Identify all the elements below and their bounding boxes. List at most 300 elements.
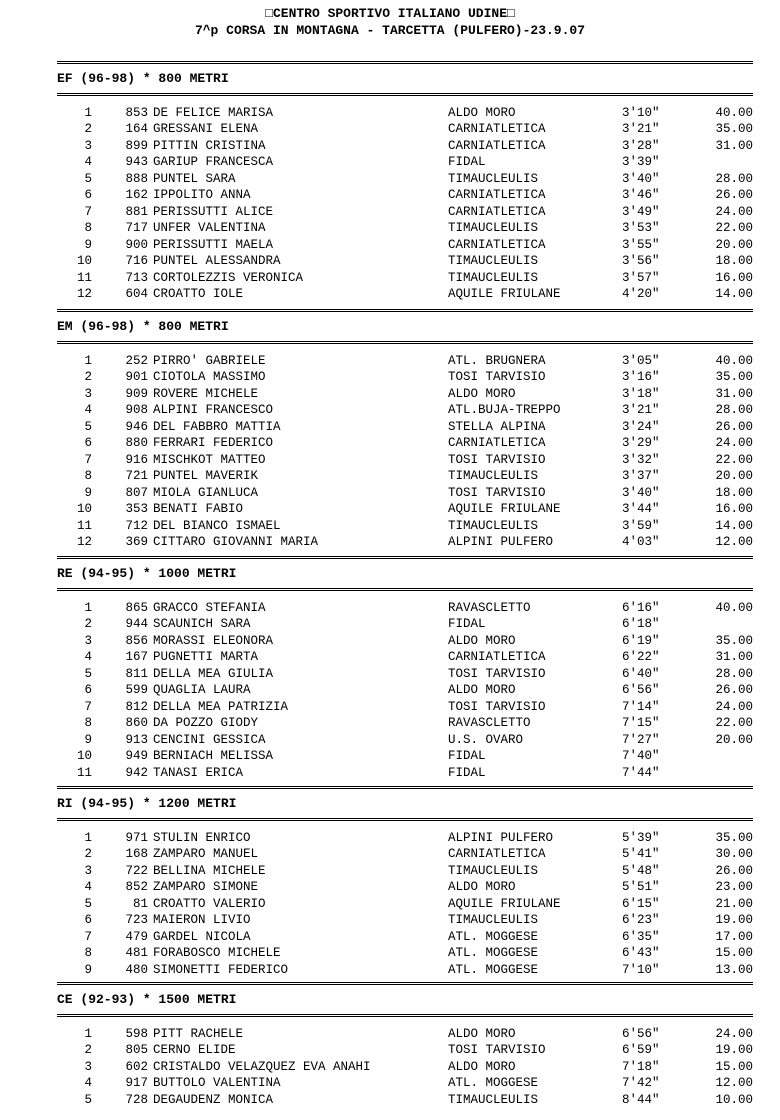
- club-cell: ALDO MORO: [448, 633, 516, 648]
- bib-number-cell: 917: [125, 1076, 148, 1091]
- rank-cell: 1: [84, 601, 92, 615]
- time-cell: 6'35": [622, 929, 660, 944]
- time-cell: 3'40": [622, 171, 660, 186]
- points-cell: 31.00: [715, 650, 753, 665]
- athlete-name-cell: GARDEL NICOLA: [153, 929, 251, 944]
- rank-cell: 6: [84, 913, 92, 928]
- points-cell: 26.00: [715, 419, 753, 434]
- time-cell: 3'57": [622, 270, 660, 285]
- athlete-name-cell: CRISTALDO VELAZQUEZ EVA ANAHI: [153, 1059, 371, 1074]
- result-row: [0, 633, 780, 649]
- result-row: [0, 138, 780, 154]
- time-cell: 3'49": [622, 204, 660, 219]
- time-cell: 7'18": [622, 1059, 660, 1074]
- bib-number-cell: 164: [125, 122, 148, 137]
- athlete-name-cell: CERNO ELIDE: [153, 1043, 236, 1058]
- club-cell: TIMAUCLEULIS: [448, 469, 539, 484]
- rank-cell: 8: [84, 946, 92, 961]
- athlete-name-cell: CENCINI GESSICA: [153, 732, 266, 747]
- bib-number-cell: 944: [125, 617, 148, 632]
- club-cell: CARNIATLETICA: [448, 138, 546, 153]
- bib-number-cell: 722: [125, 863, 148, 878]
- club-cell: CARNIATLETICA: [448, 847, 546, 862]
- points-cell: 19.00: [715, 1043, 753, 1058]
- rank-cell: 9: [84, 962, 92, 977]
- rank-cell: 3: [84, 386, 92, 401]
- points-cell: 14.00: [715, 518, 753, 533]
- points-cell: 20.00: [715, 469, 753, 484]
- result-row: [0, 220, 780, 236]
- time-cell: 3'05": [622, 354, 660, 368]
- club-cell: TIMAUCLEULIS: [448, 863, 539, 878]
- athlete-name-cell: FERRARI FEDERICO: [153, 436, 274, 451]
- section-top-divider: [57, 309, 753, 312]
- time-cell: 3'28": [622, 138, 660, 153]
- rank-cell: 3: [84, 1059, 92, 1074]
- result-row: [0, 435, 780, 451]
- time-cell: 3'24": [622, 419, 660, 434]
- rank-cell: 5: [84, 896, 92, 911]
- result-row: [0, 616, 780, 632]
- rank-cell: 9: [84, 732, 92, 747]
- time-cell: 3'29": [622, 436, 660, 451]
- section-top-divider: [57, 982, 753, 985]
- bib-number-cell: 881: [125, 204, 148, 219]
- section-title: CE (92-93) * 1500 METRI: [57, 992, 237, 1007]
- athlete-name-cell: QUAGLIA LAURA: [153, 683, 251, 698]
- bib-number-cell: 812: [125, 699, 148, 714]
- rank-cell: 1: [84, 1027, 92, 1041]
- athlete-name-cell: PITT RACHELE: [153, 1027, 244, 1041]
- bib-number-cell: 168: [125, 847, 148, 862]
- club-cell: FIDAL: [448, 155, 486, 170]
- bib-number-cell: 856: [125, 633, 148, 648]
- bib-number-cell: 167: [125, 650, 148, 665]
- points-cell: 19.00: [715, 913, 753, 928]
- rank-cell: 11: [76, 765, 92, 780]
- section-top-divider: [57, 786, 753, 789]
- bib-number-cell: 860: [125, 716, 148, 731]
- athlete-name-cell: MIOLA GIANLUCA: [153, 485, 259, 500]
- result-row: [0, 501, 780, 517]
- bib-number-cell: 913: [125, 732, 148, 747]
- rank-cell: 11: [76, 518, 92, 533]
- rank-cell: 8: [84, 221, 92, 236]
- result-row: [0, 682, 780, 698]
- points-cell: 35.00: [715, 370, 753, 385]
- organization-title: □CENTRO SPORTIVO ITALIANO UDINE□: [265, 6, 515, 21]
- time-cell: 3'21": [622, 122, 660, 137]
- club-cell: TOSI TARVISIO: [448, 370, 546, 385]
- points-cell: 40.00: [715, 601, 753, 615]
- points-cell: 28.00: [715, 666, 753, 681]
- club-cell: TOSI TARVISIO: [448, 1043, 546, 1058]
- club-cell: RAVASCLETTO: [448, 716, 531, 731]
- time-cell: 6'19": [622, 633, 660, 648]
- bib-number-cell: 943: [125, 155, 148, 170]
- athlete-name-cell: DELLA MEA PATRIZIA: [153, 699, 289, 714]
- points-cell: 40.00: [715, 354, 753, 368]
- time-cell: 3'55": [622, 237, 660, 252]
- result-row: [0, 1075, 780, 1091]
- bib-number-cell: 807: [125, 485, 148, 500]
- result-row: [0, 830, 780, 846]
- points-cell: 40.00: [715, 106, 753, 120]
- athlete-name-cell: BENATI FABIO: [153, 502, 244, 517]
- section-top-divider: [57, 61, 753, 64]
- points-cell: 20.00: [715, 732, 753, 747]
- club-cell: ATL.BUJA-TREPPO: [448, 403, 561, 418]
- bib-number-cell: 852: [125, 880, 148, 895]
- bib-number-cell: 717: [125, 221, 148, 236]
- club-cell: ATL. MOGGESE: [448, 962, 539, 977]
- athlete-name-cell: CITTARO GIOVANNI MARIA: [153, 534, 319, 549]
- athlete-name-cell: STULIN ENRICO: [153, 831, 251, 845]
- result-row: [0, 171, 780, 187]
- time-cell: 3'46": [622, 188, 660, 203]
- athlete-name-cell: PUNTEL ALESSANDRA: [153, 254, 281, 269]
- club-cell: TIMAUCLEULIS: [448, 518, 539, 533]
- club-cell: TIMAUCLEULIS: [448, 913, 539, 928]
- rank-cell: 4: [84, 650, 92, 665]
- bib-number-cell: 604: [125, 286, 148, 301]
- club-cell: FIDAL: [448, 617, 486, 632]
- points-cell: 12.00: [715, 534, 753, 549]
- athlete-name-cell: DEL BIANCO ISMAEL: [153, 518, 281, 533]
- section-header-divider: [57, 588, 753, 591]
- points-cell: 35.00: [715, 633, 753, 648]
- result-row: [0, 732, 780, 748]
- result-row: [0, 485, 780, 501]
- points-cell: 31.00: [715, 386, 753, 401]
- club-cell: ALDO MORO: [448, 106, 516, 120]
- club-cell: ATL. BRUGNERA: [448, 354, 546, 368]
- bib-number-cell: 805: [125, 1043, 148, 1058]
- athlete-name-cell: DEL FABBRO MATTIA: [153, 419, 281, 434]
- time-cell: 6'43": [622, 946, 660, 961]
- bib-number-cell: 901: [125, 370, 148, 385]
- points-cell: 14.00: [715, 286, 753, 301]
- bib-number-cell: 252: [125, 354, 148, 368]
- result-row: [0, 896, 780, 912]
- club-cell: TIMAUCLEULIS: [448, 254, 539, 269]
- rank-cell: 12: [76, 534, 92, 549]
- time-cell: 8'44": [622, 1092, 660, 1107]
- athlete-name-cell: SIMONETTI FEDERICO: [153, 962, 289, 977]
- rank-cell: 3: [84, 138, 92, 153]
- club-cell: AQUILE FRIULANE: [448, 502, 561, 517]
- bib-number-cell: 602: [125, 1059, 148, 1074]
- athlete-name-cell: BUTTOLO VALENTINA: [153, 1076, 281, 1091]
- result-row: [0, 600, 780, 616]
- club-cell: TOSI TARVISIO: [448, 485, 546, 500]
- club-cell: AQUILE FRIULANE: [448, 896, 561, 911]
- time-cell: 5'41": [622, 847, 660, 862]
- result-row: [0, 121, 780, 137]
- result-row: [0, 765, 780, 781]
- points-cell: 12.00: [715, 1076, 753, 1091]
- bib-number-cell: 888: [125, 171, 148, 186]
- rank-cell: 2: [84, 617, 92, 632]
- club-cell: ALPINI PULFERO: [448, 831, 554, 845]
- rank-cell: 10: [76, 749, 92, 764]
- rank-cell: 7: [84, 699, 92, 714]
- athlete-name-cell: GRACCO STEFANIA: [153, 601, 266, 615]
- rank-cell: 7: [84, 204, 92, 219]
- section-title: RI (94-95) * 1200 METRI: [57, 796, 237, 811]
- time-cell: 6'16": [622, 601, 660, 615]
- time-cell: 6'59": [622, 1043, 660, 1058]
- athlete-name-cell: CROATTO VALERIO: [153, 896, 266, 911]
- rank-cell: 10: [76, 254, 92, 269]
- time-cell: 6'15": [622, 896, 660, 911]
- time-cell: 7'44": [622, 765, 660, 780]
- result-row: [0, 270, 780, 286]
- bib-number-cell: 480: [125, 962, 148, 977]
- result-row: [0, 353, 780, 369]
- club-cell: TIMAUCLEULIS: [448, 1092, 539, 1107]
- athlete-name-cell: PITTIN CRISTINA: [153, 138, 266, 153]
- result-row: [0, 962, 780, 978]
- result-row: [0, 666, 780, 682]
- bib-number-cell: 721: [125, 469, 148, 484]
- athlete-name-cell: SCAUNICH SARA: [153, 617, 251, 632]
- bib-number-cell: 916: [125, 452, 148, 467]
- result-row: [0, 748, 780, 764]
- result-row: [0, 105, 780, 121]
- points-cell: 28.00: [715, 403, 753, 418]
- points-cell: 24.00: [715, 204, 753, 219]
- points-cell: 16.00: [715, 270, 753, 285]
- points-cell: 22.00: [715, 716, 753, 731]
- time-cell: 3'18": [622, 386, 660, 401]
- points-cell: 10.00: [715, 1092, 753, 1107]
- time-cell: 7'10": [622, 962, 660, 977]
- rank-cell: 5: [84, 1092, 92, 1107]
- section-header-divider: [57, 341, 753, 344]
- time-cell: 4'20": [622, 286, 660, 301]
- result-row: [0, 879, 780, 895]
- section-header-divider: [57, 818, 753, 821]
- athlete-name-cell: ROVERE MICHELE: [153, 386, 259, 401]
- points-cell: 15.00: [715, 1059, 753, 1074]
- athlete-name-cell: BELLINA MICHELE: [153, 863, 266, 878]
- result-row: [0, 402, 780, 418]
- bib-number-cell: 723: [125, 913, 148, 928]
- result-row: [0, 912, 780, 928]
- points-cell: 22.00: [715, 452, 753, 467]
- athlete-name-cell: ALPINI FRANCESCO: [153, 403, 274, 418]
- athlete-name-cell: MISCHKOT MATTEO: [153, 452, 266, 467]
- result-row: [0, 534, 780, 550]
- section-header-divider: [57, 93, 753, 96]
- bib-number-cell: 853: [125, 106, 148, 120]
- result-row: [0, 846, 780, 862]
- points-cell: 22.00: [715, 221, 753, 236]
- athlete-name-cell: CROATTO IOLE: [153, 286, 244, 301]
- rank-cell: 6: [84, 188, 92, 203]
- rank-cell: 4: [84, 1076, 92, 1091]
- time-cell: 3'56": [622, 254, 660, 269]
- rank-cell: 1: [84, 354, 92, 368]
- rank-cell: 4: [84, 403, 92, 418]
- athlete-name-cell: ZAMPARO SIMONE: [153, 880, 259, 895]
- club-cell: ATL. MOGGESE: [448, 929, 539, 944]
- result-row: [0, 518, 780, 534]
- result-row: [0, 452, 780, 468]
- athlete-name-cell: MORASSI ELEONORA: [153, 633, 274, 648]
- result-row: [0, 419, 780, 435]
- rank-cell: 2: [84, 122, 92, 137]
- result-row: [0, 386, 780, 402]
- club-cell: RAVASCLETTO: [448, 601, 531, 615]
- section-title: RE (94-95) * 1000 METRI: [57, 566, 237, 581]
- points-cell: 13.00: [715, 962, 753, 977]
- club-cell: TIMAUCLEULIS: [448, 270, 539, 285]
- time-cell: 3'40": [622, 485, 660, 500]
- rank-cell: 4: [84, 880, 92, 895]
- time-cell: 3'10": [622, 106, 660, 120]
- bib-number-cell: 949: [125, 749, 148, 764]
- bib-number-cell: 942: [125, 765, 148, 780]
- athlete-name-cell: PERISSUTTI ALICE: [153, 204, 274, 219]
- bib-number-cell: 880: [125, 436, 148, 451]
- rank-cell: 9: [84, 237, 92, 252]
- time-cell: 5'48": [622, 863, 660, 878]
- points-cell: 24.00: [715, 436, 753, 451]
- result-row: [0, 945, 780, 961]
- club-cell: FIDAL: [448, 765, 486, 780]
- time-cell: 6'56": [622, 1027, 660, 1041]
- rank-cell: 5: [84, 171, 92, 186]
- rank-cell: 4: [84, 155, 92, 170]
- points-cell: 23.00: [715, 880, 753, 895]
- club-cell: U.S. OVARO: [448, 732, 524, 747]
- bib-number-cell: 481: [125, 946, 148, 961]
- result-row: [0, 929, 780, 945]
- athlete-name-cell: DE FELICE MARISA: [153, 106, 274, 120]
- bib-number-cell: 865: [125, 601, 148, 615]
- points-cell: 16.00: [715, 502, 753, 517]
- points-cell: 18.00: [715, 254, 753, 269]
- club-cell: ALDO MORO: [448, 880, 516, 895]
- points-cell: 24.00: [715, 1027, 753, 1041]
- athlete-name-cell: PUNTEL SARA: [153, 171, 236, 186]
- rank-cell: 2: [84, 1043, 92, 1058]
- athlete-name-cell: PUNTEL MAVERIK: [153, 469, 259, 484]
- result-row: [0, 699, 780, 715]
- time-cell: 7'27": [622, 732, 660, 747]
- rank-cell: 6: [84, 683, 92, 698]
- time-cell: 3'37": [622, 469, 660, 484]
- club-cell: TOSI TARVISIO: [448, 452, 546, 467]
- bib-number-cell: 811: [125, 666, 148, 681]
- rank-cell: 5: [84, 666, 92, 681]
- club-cell: TOSI TARVISIO: [448, 666, 546, 681]
- rank-cell: 11: [76, 270, 92, 285]
- rank-cell: 1: [84, 106, 92, 120]
- points-cell: 24.00: [715, 699, 753, 714]
- rank-cell: 8: [84, 469, 92, 484]
- time-cell: 3'44": [622, 502, 660, 517]
- rank-cell: 3: [84, 863, 92, 878]
- athlete-name-cell: CIOTOLA MASSIMO: [153, 370, 266, 385]
- club-cell: ATL. MOGGESE: [448, 946, 539, 961]
- time-cell: 3'59": [622, 518, 660, 533]
- athlete-name-cell: PUGNETTI MARTA: [153, 650, 259, 665]
- result-row: [0, 1059, 780, 1075]
- result-row: [0, 649, 780, 665]
- result-row: [0, 204, 780, 220]
- result-row: [0, 237, 780, 253]
- time-cell: 3'16": [622, 370, 660, 385]
- points-cell: 17.00: [715, 929, 753, 944]
- result-row: [0, 1026, 780, 1042]
- section-title: EF (96-98) * 800 METRI: [57, 71, 229, 86]
- time-cell: 6'23": [622, 913, 660, 928]
- points-cell: 18.00: [715, 485, 753, 500]
- athlete-name-cell: DEGAUDENZ MONICA: [153, 1092, 274, 1107]
- rank-cell: 3: [84, 633, 92, 648]
- rank-cell: 7: [84, 452, 92, 467]
- points-cell: 26.00: [715, 683, 753, 698]
- bib-number-cell: 353: [125, 502, 148, 517]
- bib-number-cell: 728: [125, 1092, 148, 1107]
- club-cell: CARNIATLETICA: [448, 188, 546, 203]
- points-cell: 26.00: [715, 863, 753, 878]
- athlete-name-cell: ZAMPARO MANUEL: [153, 847, 259, 862]
- club-cell: AQUILE FRIULANE: [448, 286, 561, 301]
- club-cell: ALDO MORO: [448, 1027, 516, 1041]
- rank-cell: 5: [84, 419, 92, 434]
- athlete-name-cell: IPPOLITO ANNA: [153, 188, 251, 203]
- rank-cell: 2: [84, 847, 92, 862]
- bib-number-cell: 971: [125, 831, 148, 845]
- rank-cell: 6: [84, 436, 92, 451]
- bib-number-cell: 908: [125, 403, 148, 418]
- result-row: [0, 468, 780, 484]
- athlete-name-cell: PIRRO' GABRIELE: [153, 354, 266, 368]
- result-row: [0, 187, 780, 203]
- section-top-divider: [57, 556, 753, 559]
- result-row: [0, 1042, 780, 1058]
- result-row: [0, 286, 780, 302]
- bib-number-cell: 899: [125, 138, 148, 153]
- points-cell: 21.00: [715, 896, 753, 911]
- time-cell: 6'40": [622, 666, 660, 681]
- points-cell: 30.00: [715, 847, 753, 862]
- rank-cell: 1: [84, 831, 92, 845]
- bib-number-cell: 599: [125, 683, 148, 698]
- athlete-name-cell: GARIUP FRANCESCA: [153, 155, 274, 170]
- athlete-name-cell: GRESSANI ELENA: [153, 122, 259, 137]
- club-cell: ALDO MORO: [448, 386, 516, 401]
- bib-number-cell: 712: [125, 518, 148, 533]
- result-row: [0, 863, 780, 879]
- bib-number-cell: 900: [125, 237, 148, 252]
- athlete-name-cell: TANASI ERICA: [153, 765, 244, 780]
- result-row: [0, 715, 780, 731]
- club-cell: CARNIATLETICA: [448, 204, 546, 219]
- bib-number-cell: 369: [125, 534, 148, 549]
- athlete-name-cell: BERNIACH MELISSA: [153, 749, 274, 764]
- bib-number-cell: 909: [125, 386, 148, 401]
- bib-number-cell: 598: [125, 1027, 148, 1041]
- rank-cell: 8: [84, 716, 92, 731]
- club-cell: TOSI TARVISIO: [448, 699, 546, 714]
- rank-cell: 7: [84, 929, 92, 944]
- club-cell: TIMAUCLEULIS: [448, 171, 539, 186]
